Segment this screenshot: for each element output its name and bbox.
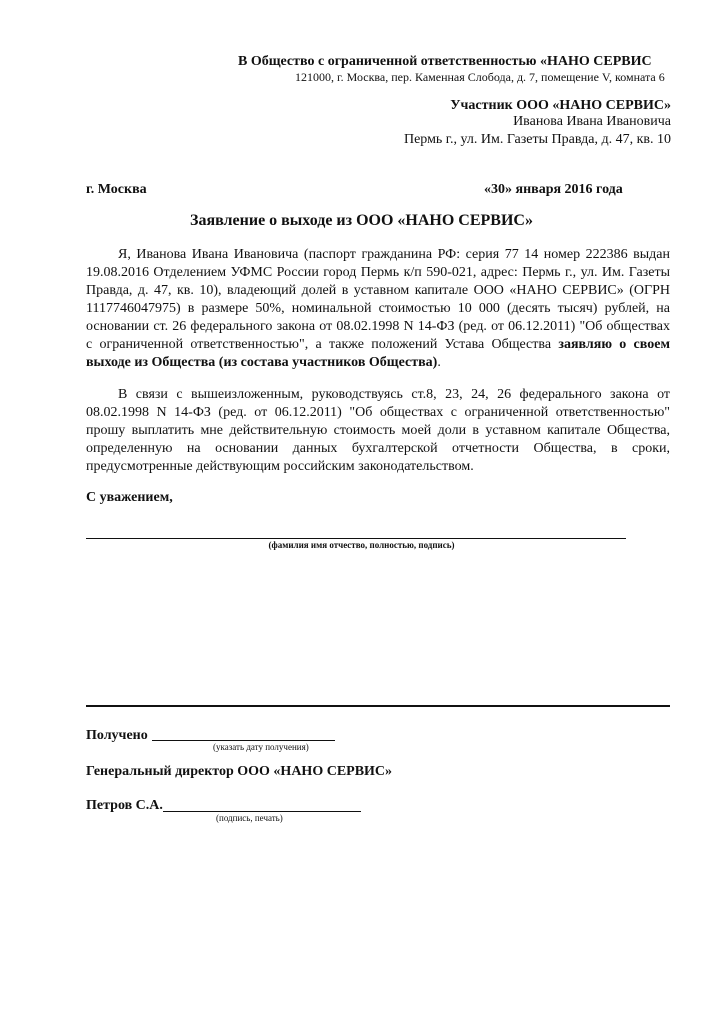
- paragraph-1: [86, 246, 670, 372]
- director-title: Генеральный директор ООО «НАНО СЕРВИС»: [86, 764, 393, 779]
- signer-name: Петров С.А.: [86, 798, 163, 813]
- sender-address: Пермь г., ул. Им. Газеты Правда, д. 47, кв. 10: [403, 132, 671, 147]
- document-title: Заявление о выходе из ООО «НАНО СЕРВИС»: [190, 212, 533, 229]
- paragraph-1-bold: заявляю о своем выходе из Общества (из состава участников Общества): [86, 337, 670, 370]
- document-city: г. Москва: [86, 182, 147, 197]
- signature-hint: (фамилия имя отчество, полностью, подпись): [268, 540, 455, 550]
- signer-hint: (подпись, печать): [216, 813, 283, 823]
- paragraph-2-text: В связи с вышеизложенным, руководствуясь ст.8, 23, 24, 26 федерального закона от 08.02.1998 N 14-ФЗ (ред. от 06.12.2011) "Об обществах с ограниченной ответственностью" прошу выплатить мне действительную стоимость моей доли в уставном капитале Общества, определенную на основании данных бухгалтерской отчетности Общества, в сроки, предусмотренные действующим российским законодательством.: [86, 387, 670, 474]
- received-label: Получено: [86, 728, 148, 743]
- received-date-line: [152, 740, 335, 741]
- closing-regards: С уважением,: [86, 490, 173, 505]
- addressee-line-1: В Общество с ограниченной ответственностью «НАНО СЕРВИС: [238, 54, 652, 69]
- paragraph-1-end: .: [437, 355, 441, 370]
- paragraph-1-text: Я, Иванова Ивана Ивановича (паспорт гражданина РФ: серия 77 14 номер 222386 выдан 19.08.2016 Отделением УФМС России город Пермь к/п 590-021, адрес: Пермь г., ул. Им. Газеты Правда, д. 47, кв. 10), владеющий долей в уставном капитале ООО «НАНО СЕРВИС» (ОГРН 1117746047975) в размере 50%, номинальной стоимостью 10 000 (десять тысяч) рублей, на основании ст. 26 федерального закона от 08.02.1998 N 14-ФЗ (ред. от 06.12.2011) "Об обществах с ограниченной ответственностью", а также положений Устава Общества: [86, 247, 670, 352]
- section-divider: [86, 705, 670, 707]
- document-date: «30» января 2016 года: [484, 182, 623, 197]
- paragraph-2: [86, 386, 670, 476]
- signer-signature-line: [163, 811, 361, 812]
- signature-line: [86, 538, 626, 539]
- sender-name: Иванова Ивана Ивановича: [513, 114, 671, 129]
- sender-title: Участник ООО «НАНО СЕРВИС»: [450, 98, 671, 113]
- received-hint: (указать дату получения): [213, 742, 309, 752]
- addressee-address: 121000, г. Москва, пер. Каменная Слобода, д. 7, помещение V, комната 6: [295, 70, 665, 84]
